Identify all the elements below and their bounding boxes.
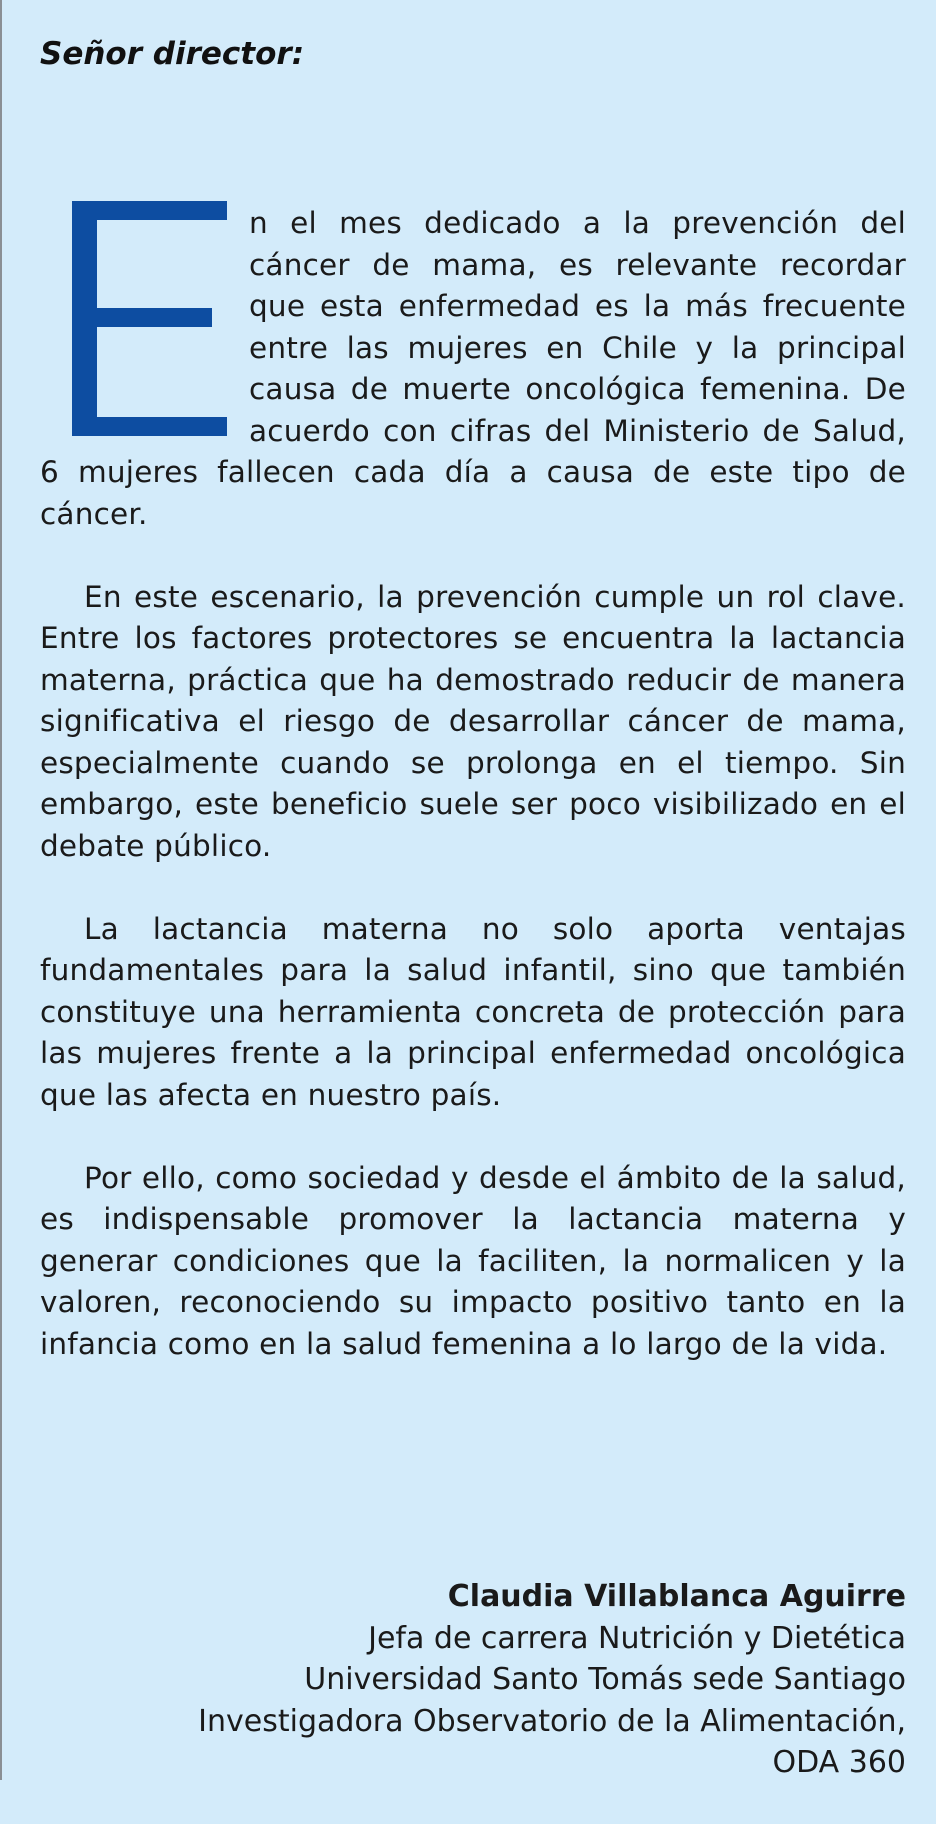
signature-affiliation-short: ODA 360 (772, 1745, 906, 1780)
dropcap-letter-e (72, 201, 227, 436)
signature-institution: Universidad Santo Tomás sede Santiago (304, 1662, 906, 1697)
paragraph-1-text: n el mes dedicado a la prevención del cáncer de mama, es relevante recordar que esta enfermedad es la más frecuente entre las mujeres en Chile y la principal causa de muerte oncológica femenina. De acuerdo con cifras del Ministerio de Salud, 6 mujeres fallecen cada día a causa de este tipo de cáncer. (40, 206, 906, 531)
salutation: Señor director: (40, 36, 305, 72)
signature-affiliation: Investigadora Observatorio de la Alimentación, (198, 1703, 906, 1739)
signature-block (198, 1576, 906, 1784)
letter-body (40, 203, 906, 1407)
paragraph-4: Por ello, como sociedad y desde el ámbito de la salud, es indispensable promover la lactancia materna y generar condiciones que la faciliten, la normalicen y la valoren, reconociendo su impacto positivo tanto en la infancia como en la salud femenina a lo largo de la vida. (40, 1160, 906, 1361)
paragraph-1 (40, 203, 906, 535)
left-border-rule (0, 0, 2, 1780)
signature-name: Claudia Villablanca Aguirre (447, 1579, 906, 1614)
paragraph-3: La lactancia materna no solo aporta ventajas fundamentales para la salud infantil, sino que también constituye una herramienta concreta de protección para las mujeres frente a la principal enfermedad oncológica que las afecta en nuestro país. (40, 911, 906, 1112)
signature-title: Jefa de carrera Nutrición y Dietética (368, 1620, 906, 1656)
paragraph-2: En este escenario, la prevención cumple un rol clave. Entre los factores protectores se encuentra la lactancia materna, práctica que ha demostrado reducir de manera significativa el riesgo de desarrollar cáncer de mama, especialmente cuando se prolonga en el tiempo. Sin embargo, este beneficio suele ser poco visibilizado en el debate público. (40, 579, 906, 863)
